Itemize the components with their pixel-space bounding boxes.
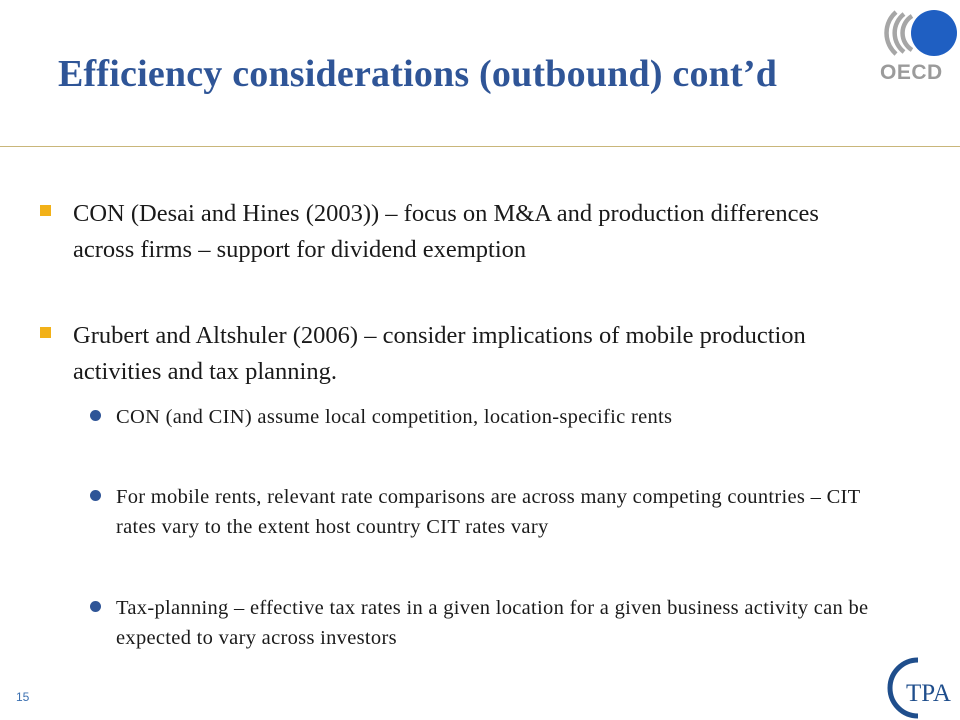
- ctpa-logo-text: TPA: [906, 680, 951, 707]
- sub-bullet-text: Tax-planning – effective tax rates in a given location for a given business activity can be expected to vary across investors: [116, 597, 869, 649]
- round-bullet-marker: [90, 490, 101, 501]
- square-bullet-marker: [40, 205, 51, 216]
- title-divider: [0, 146, 960, 147]
- oecd-logo-text: OECD: [880, 61, 943, 82]
- slide-title: Efficiency considerations (outbound) cont’d: [58, 53, 778, 95]
- oecd-logo-arcs: [887, 12, 912, 54]
- round-bullet-marker: [90, 410, 101, 421]
- oecd-logo-circle: [911, 10, 957, 56]
- square-bullet-marker: [40, 327, 51, 338]
- bullet-text: CON (Desai and Hines (2003)) – focus on M&A and production differences across firms – support for dividend exemption: [73, 200, 819, 263]
- page-number: 15: [16, 690, 30, 704]
- sub-bullet-text: CON (and CIN) assume local competition, location-specific rents: [116, 406, 673, 428]
- ctpa-logo: [884, 654, 960, 720]
- oecd-logo: [876, 2, 960, 82]
- sub-bullet-text: For mobile rents, relevant rate comparisons are across many competing countries – CIT rates vary to the extent host country CIT rates vary: [116, 486, 861, 538]
- round-bullet-marker: [90, 601, 101, 612]
- bullet-text: Grubert and Altshuler (2006) – consider implications of mobile production activities and tax planning.: [73, 322, 806, 385]
